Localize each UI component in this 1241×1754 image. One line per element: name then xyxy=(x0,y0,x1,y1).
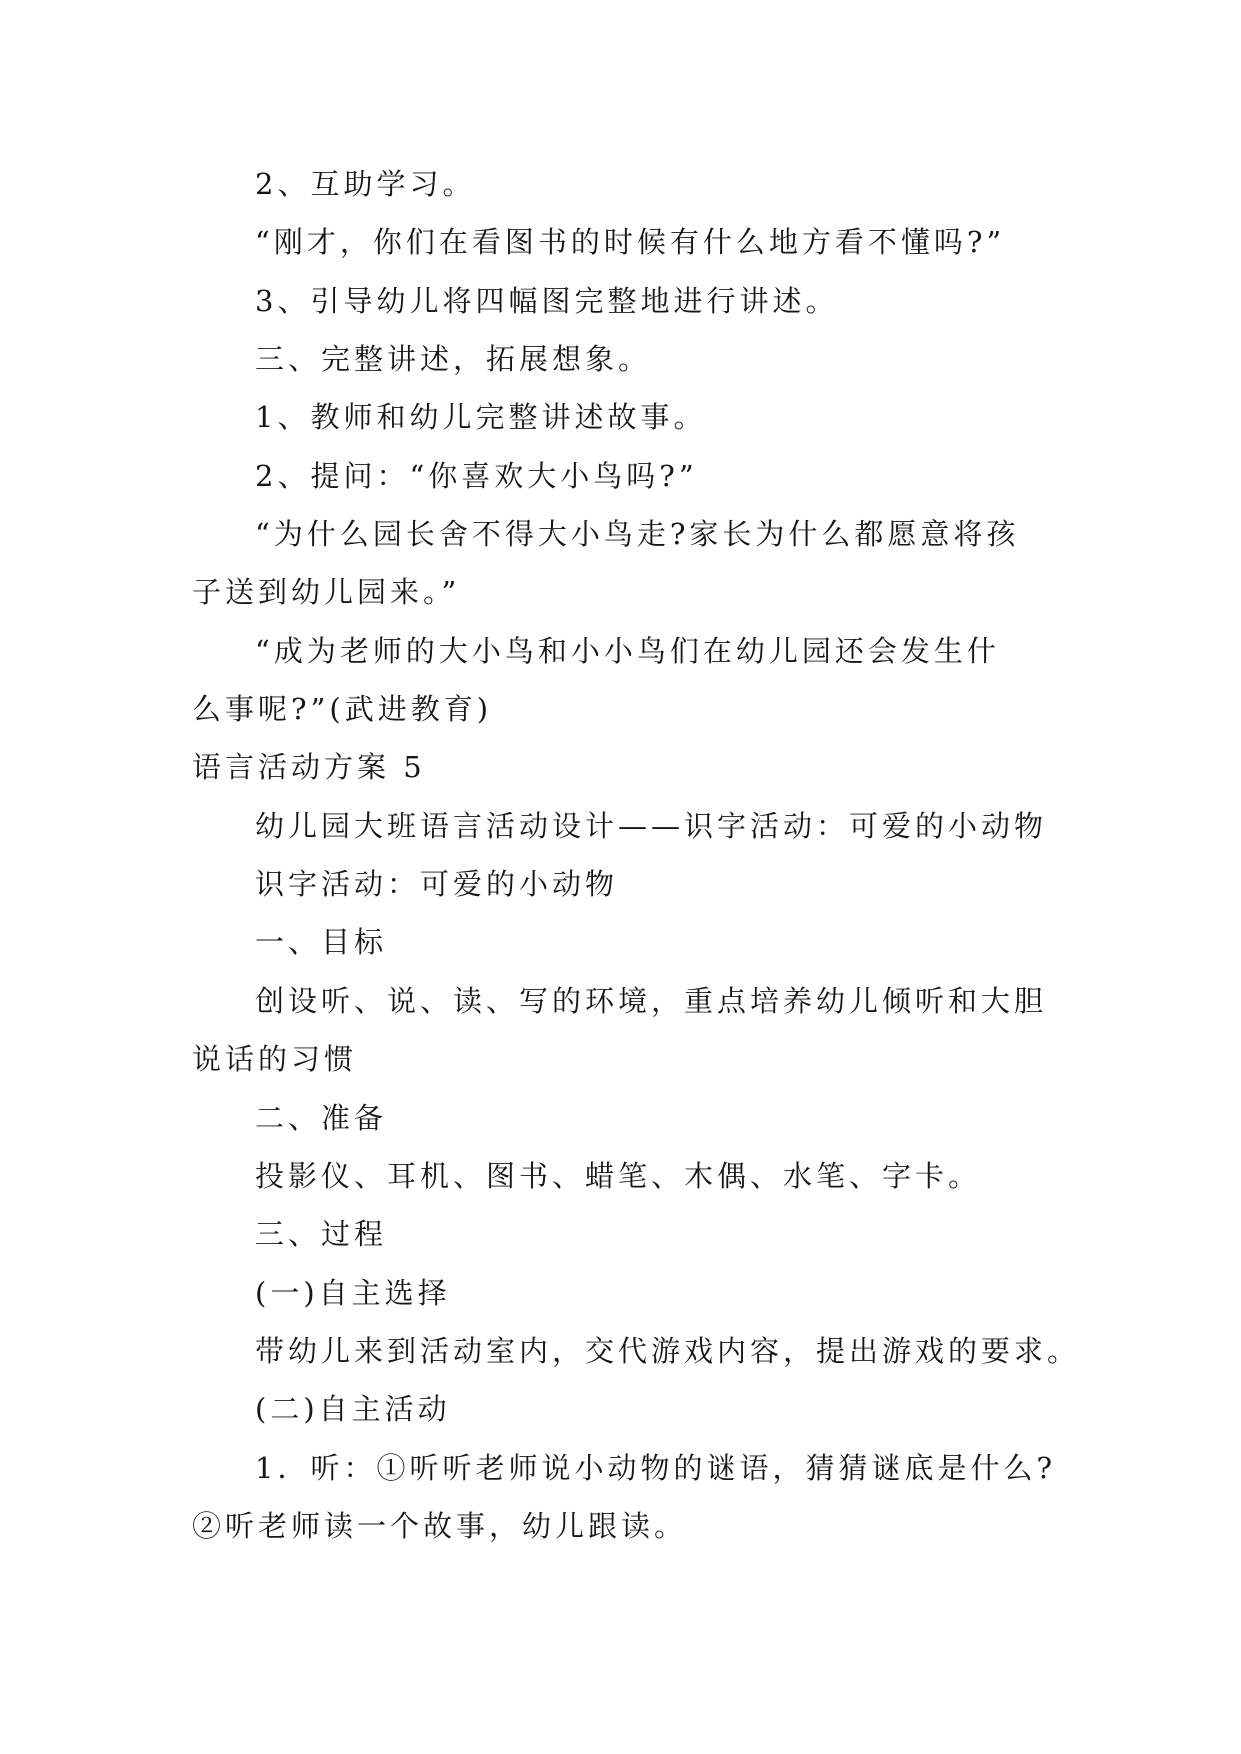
quote-line-continuation: 子送到幼儿园来。” xyxy=(192,575,461,610)
activity-subtitle: 识字活动：可爱的小动物 xyxy=(255,867,619,902)
paragraph-line: 投影仪、耳机、图书、蜡笔、木偶、水笔、字卡。 xyxy=(255,1158,982,1193)
document-body xyxy=(192,155,1082,1555)
document-title: 语言活动方案 5 xyxy=(192,750,426,785)
quote-line: “刚才，你们在看图书的时候有什么地方看不懂吗?” xyxy=(255,225,1006,260)
activity-title: 幼儿园大班语言活动设计——识字活动：可爱的小动物 xyxy=(255,808,1048,843)
section-heading: 三、过程 xyxy=(255,1217,388,1252)
step-heading: 3、引导幼儿将四幅图完整地进行讲述。 xyxy=(255,283,839,318)
section-heading: 二、准备 xyxy=(255,1100,388,1135)
quote-line: “成为老师的大小鸟和小小鸟们在幼儿园还会发生什 xyxy=(255,633,1000,668)
paragraph-line-continuation: ②听老师读一个故事，幼儿跟读。 xyxy=(192,1508,688,1543)
step-heading: 2、提问：“你喜欢大小鸟吗?” xyxy=(255,458,698,493)
step-heading: 2、互助学习。 xyxy=(255,167,476,201)
paragraph-line: 1．听：①听听老师说小动物的谜语，猜猜谜底是什么? xyxy=(255,1450,1056,1485)
subsection-heading: (二)自主活动 xyxy=(255,1392,451,1427)
paragraph-line: 创设听、说、读、写的环境，重点培养幼儿倾听和大胆 xyxy=(255,983,1048,1018)
paragraph-line-continuation: 说话的习惯 xyxy=(192,1042,358,1077)
step-heading: 1、教师和幼儿完整讲述故事。 xyxy=(255,400,707,435)
section-heading: 三、完整讲述，拓展想象。 xyxy=(255,342,652,377)
quote-line: “为什么园长舍不得大小鸟走?家长为什么都愿意将孩 xyxy=(255,517,1020,552)
paragraph-line: 带幼儿来到活动室内，交代游戏内容，提出游戏的要求。 xyxy=(255,1333,1081,1368)
subsection-heading: (一)自主选择 xyxy=(255,1275,451,1310)
quote-line-continuation: 么事呢?”(武进教育) xyxy=(192,692,493,727)
section-heading: 一、目标 xyxy=(255,925,388,960)
